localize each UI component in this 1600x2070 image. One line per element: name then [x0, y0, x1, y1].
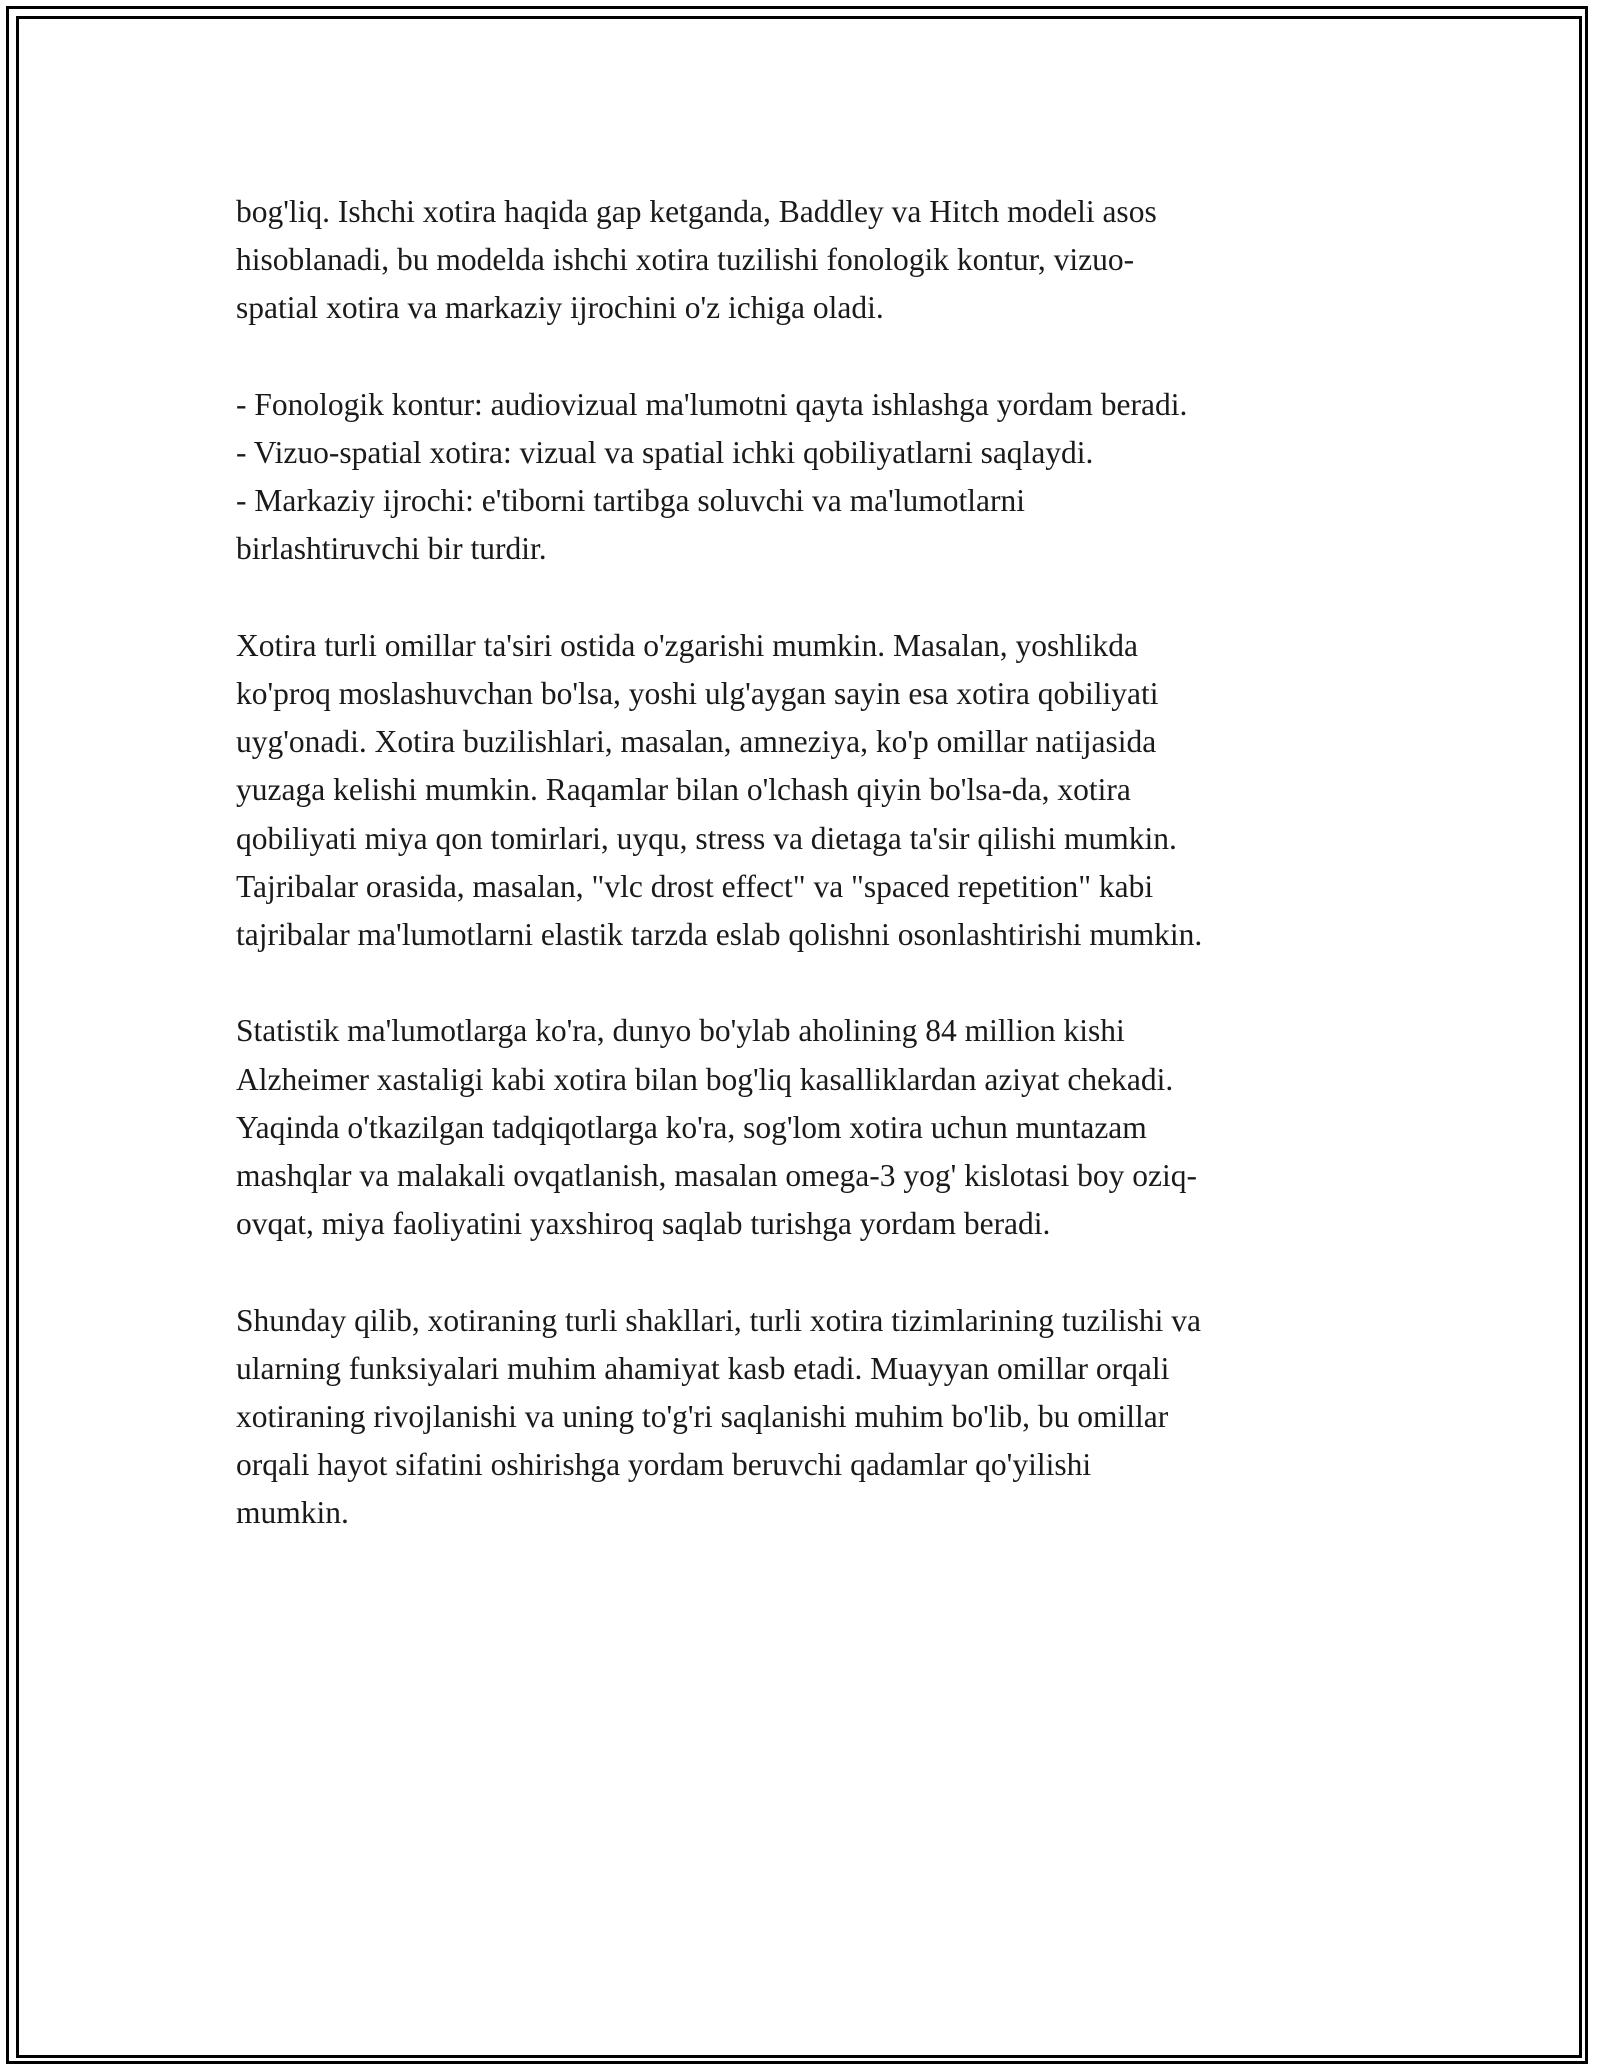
text-line: Alzheimer xastaligi kabi xotira bilan bog'liq kasalliklardan aziyat chekadi.: [236, 1061, 1174, 1097]
list-item-continuation: birlashtiruvchi bir turdir.: [236, 531, 547, 567]
list-item: - Vizuo-spatial xotira: vizual va spatial ichki qobiliyatlarni saqlaydi.: [236, 435, 1094, 470]
text-line: mumkin.: [236, 1495, 349, 1531]
text-line: Tajribalar orasida, masalan, "vlc drost effect" va "spaced repetition" kabi: [236, 868, 1154, 904]
document-body: [236, 188, 1376, 1586]
text-line: uyg'onadi. Xotira buzilishlari, masalan, amneziya, ko'p omillar natijasida: [236, 724, 1157, 760]
text-line: ovqat, miya faoliyatini yaxshiroq saqlab turishga yordam beradi.: [236, 1206, 1051, 1242]
list-item: - Fonologik kontur: audiovizual ma'lumotni qayta ishlashga yordam beradi.: [236, 386, 1188, 422]
paragraph-statistics: [236, 1007, 1376, 1248]
text-line: mashqlar va malakali ovqatlanish, masalan omega-3 yog' kislotasi boy oziq-: [236, 1158, 1197, 1194]
text-line: hisoblanadi, bu modelda ishchi xotira tuzilishi fonologik kontur, vizuo-: [236, 242, 1135, 278]
text-line: orqali hayot sifatini oshirishga yordam beruvchi qadamlar qo'yilishi: [236, 1447, 1092, 1483]
text-line: xotiraning rivojlanishi va uning to'g'ri saqlanishi muhim bo'lib, bu omillar: [236, 1399, 1169, 1435]
text-line: qobiliyati miya qon tomirlari, uyqu, stress va dietaga ta'sir qilishi mumkin.: [236, 820, 1177, 856]
text-line: tajribalar ma'lumotlarni elastik tarzda eslab qolishni osonlashtirishi mumkin.: [236, 917, 1203, 953]
list-item: - Markaziy ijrochi: e'tiborni tartibga soluvchi va ma'lumotlarni: [236, 483, 1026, 519]
paragraph-working-memory: [236, 188, 1376, 333]
text-line: ularning funksiyalari muhim ahamiyat kasb etadi. Muayyan omillar orqali: [236, 1350, 1170, 1386]
text-line: yuzaga kelishi mumkin. Raqamlar bilan o'lchash qiyin bo'lsa-da, xotira: [236, 772, 1131, 808]
paragraph-memory-factors: [236, 622, 1376, 959]
text-line: Statistik ma'lumotlarga ko'ra, dunyo bo'ylab aholining 84 million kishi: [236, 1013, 1125, 1049]
text-line: Xotira turli omillar ta'siri ostida o'zgarishi mumkin. Masalan, yoshlikda: [236, 627, 1138, 663]
paragraph-conclusion: [236, 1297, 1376, 1538]
paragraph-component-list: [236, 381, 1376, 574]
text-line: spatial xotira va markaziy ijrochini o'z ichiga oladi.: [236, 290, 884, 326]
text-line: ko'proq moslashuvchan bo'lsa, yoshi ulg'aygan sayin esa xotira qobiliyati: [236, 676, 1159, 711]
text-line: Yaqinda o'tkazilgan tadqiqotlarga ko'ra, sog'lom xotira uchun muntazam: [236, 1109, 1147, 1145]
text-line: Shunday qilib, xotiraning turli shakllari, turli xotira tizimlarining tuzilishi va: [236, 1302, 1201, 1338]
text-line: bog'liq. Ishchi xotira haqida gap ketganda, Baddley va Hitch modeli asos: [236, 194, 1157, 229]
